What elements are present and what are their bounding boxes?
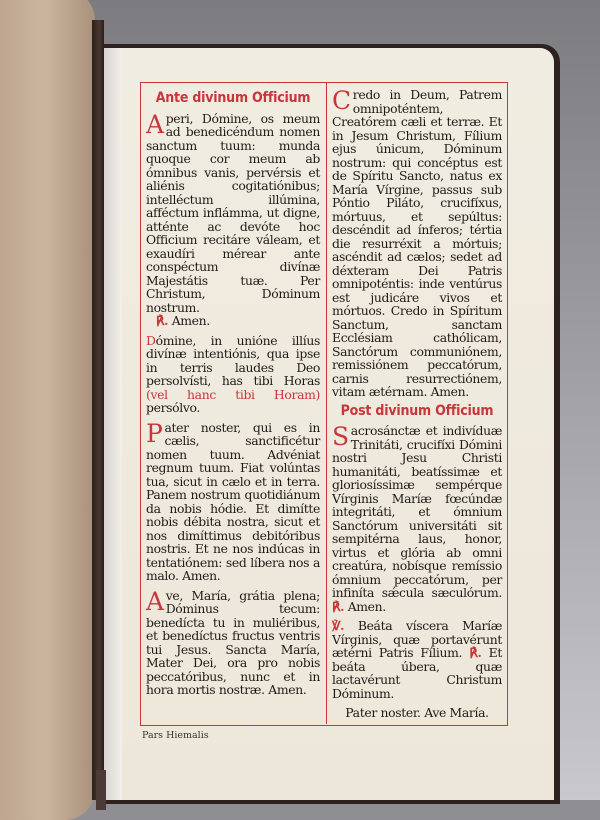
heading-post-divinum: Post divinum Officium [340,402,494,419]
drop-cap: C [332,86,351,115]
prayer-text: peri, Dómine, os meum ad benedicéndum nomen sanctum tuum: munda quoque cor meum ab ómnibus vanis, pervérsis et aliénis cogitatiónibus; intelléctum illúmina, afféctum inflámma, ut digne, atténte ac devóte hoc Officium recitáre váleam, et exaudíri mérear ante conspéctum divínæ Majestátis tuæ. Per Christum, Dóminum nostrum. [146,110,320,315]
red-initial: D [146,332,156,348]
bookmark-ribbon [96,770,106,810]
drop-cap: A [146,586,164,616]
prayer-credo [332,88,502,399]
response-symbol: ℟. [156,313,169,328]
response-text: Amen. [347,598,386,614]
prayer-domine [146,334,320,415]
left-column [146,88,320,703]
page-gutter [104,48,122,800]
rubric-note: (vel hanc tibi Horam) [146,386,320,402]
prayer-text: ater noster, qui es in cælis, sanctificétur nomen tuum. Advéniat regnum tuum. Fiat volúntas tua, sicut in cælo et in terra. Panem nostrum quotidiánum da nobis hódie. Et dimítte nobis débita nostra, sicut et nos dimíttimus debitóribus nostris. Et ne nos indúcas in tentatiónem: sed líbera nos a malo. Amen. [146,419,320,583]
prayer-ave-maria [146,586,320,697]
book-spine [92,20,104,800]
right-column [332,88,502,726]
prayer-text: ve, María, grátia plena; Dóminus tecum: benedícta tu in muliéribus, et benedíctus fructus ventris tui Jesus. Sancta María, Mater Dei, ora pro nobis peccatóribus, nunc et in hora mortis nostræ. Amen. [146,587,320,697]
closing-line: Pater noster. Ave María. [345,705,489,720]
response-symbol: ℟. [332,598,345,614]
response-text: Amen. [171,313,210,328]
page-footer: Pars Hiemalis [142,730,209,741]
prayer-text: acrosánctæ et indivíduæ Trinitáti, crucifíxi Dómini nostri Jesu Christi humanitáti, beatíssimæ et gloriosíssimæ sempérque Vírginis Maríæ fœcúndæ integritáti, et ómnium Sanctórum universitáti sit sempitérna laus, honor, virtus et glória ab omni creatúra, nobísque remíssio ómnium peccatórum, per infiníta sǽcula sæculórum. [332,423,502,600]
response-text: Et beáta úbera, quæ lactavérunt Christum Dóminum. [332,645,502,701]
column-divider [326,82,327,724]
versicle-beata [332,619,502,700]
prayer-text: ómine, in unióne illíus divínæ intentiónis, qua ipse in terris laudes Deo persolvísti, has tibi Horas [146,332,320,388]
drop-cap: P [146,418,163,448]
heading-ante-divinum: Ante divinum Officium [155,90,311,106]
prayer-text: redo in Deum, Patrem omnipoténtem, Creatórem cæli et terræ. Et in Jesum Christum, Fílium ejus únicum, Dóminum nostrum: qui concéptus est de Spíritu Sancto, natus ex María Vírgine, passus sub Póntio Piláto, crucifíxus, mórtuus, et sepúltus: descéndit ad ínferos; tértia die resurréxit a mórtuis; ascéndit ad cælos; sedet ad déxteram Dei Patris omnipoténtis: inde ventúrus est judicáre vivos et mórtuos. Credo in Spíritum Sanctum, sanctam Ecclésiam cathólicam, Sanctórum communiónem, remissiónem peccatórum, carnis resurrectiónem, vitam ætérnam. Amen. [332,87,502,399]
prayer-sacrosanctae [332,424,502,613]
drop-cap: S [332,422,349,451]
facing-page-edge [0,0,95,820]
versicle-symbol: ℣. [332,618,345,633]
versicle-text: Beáta víscera Maríæ Vírginis, quæ portavérunt ætérni Patris Fílium. [332,618,502,660]
prayer-aperi [146,109,320,328]
prayer-pater-noster [146,418,320,583]
drop-cap: A [146,109,164,139]
prayer-text-end: persólvo. [146,400,200,415]
response-symbol: ℟. [469,645,482,660]
